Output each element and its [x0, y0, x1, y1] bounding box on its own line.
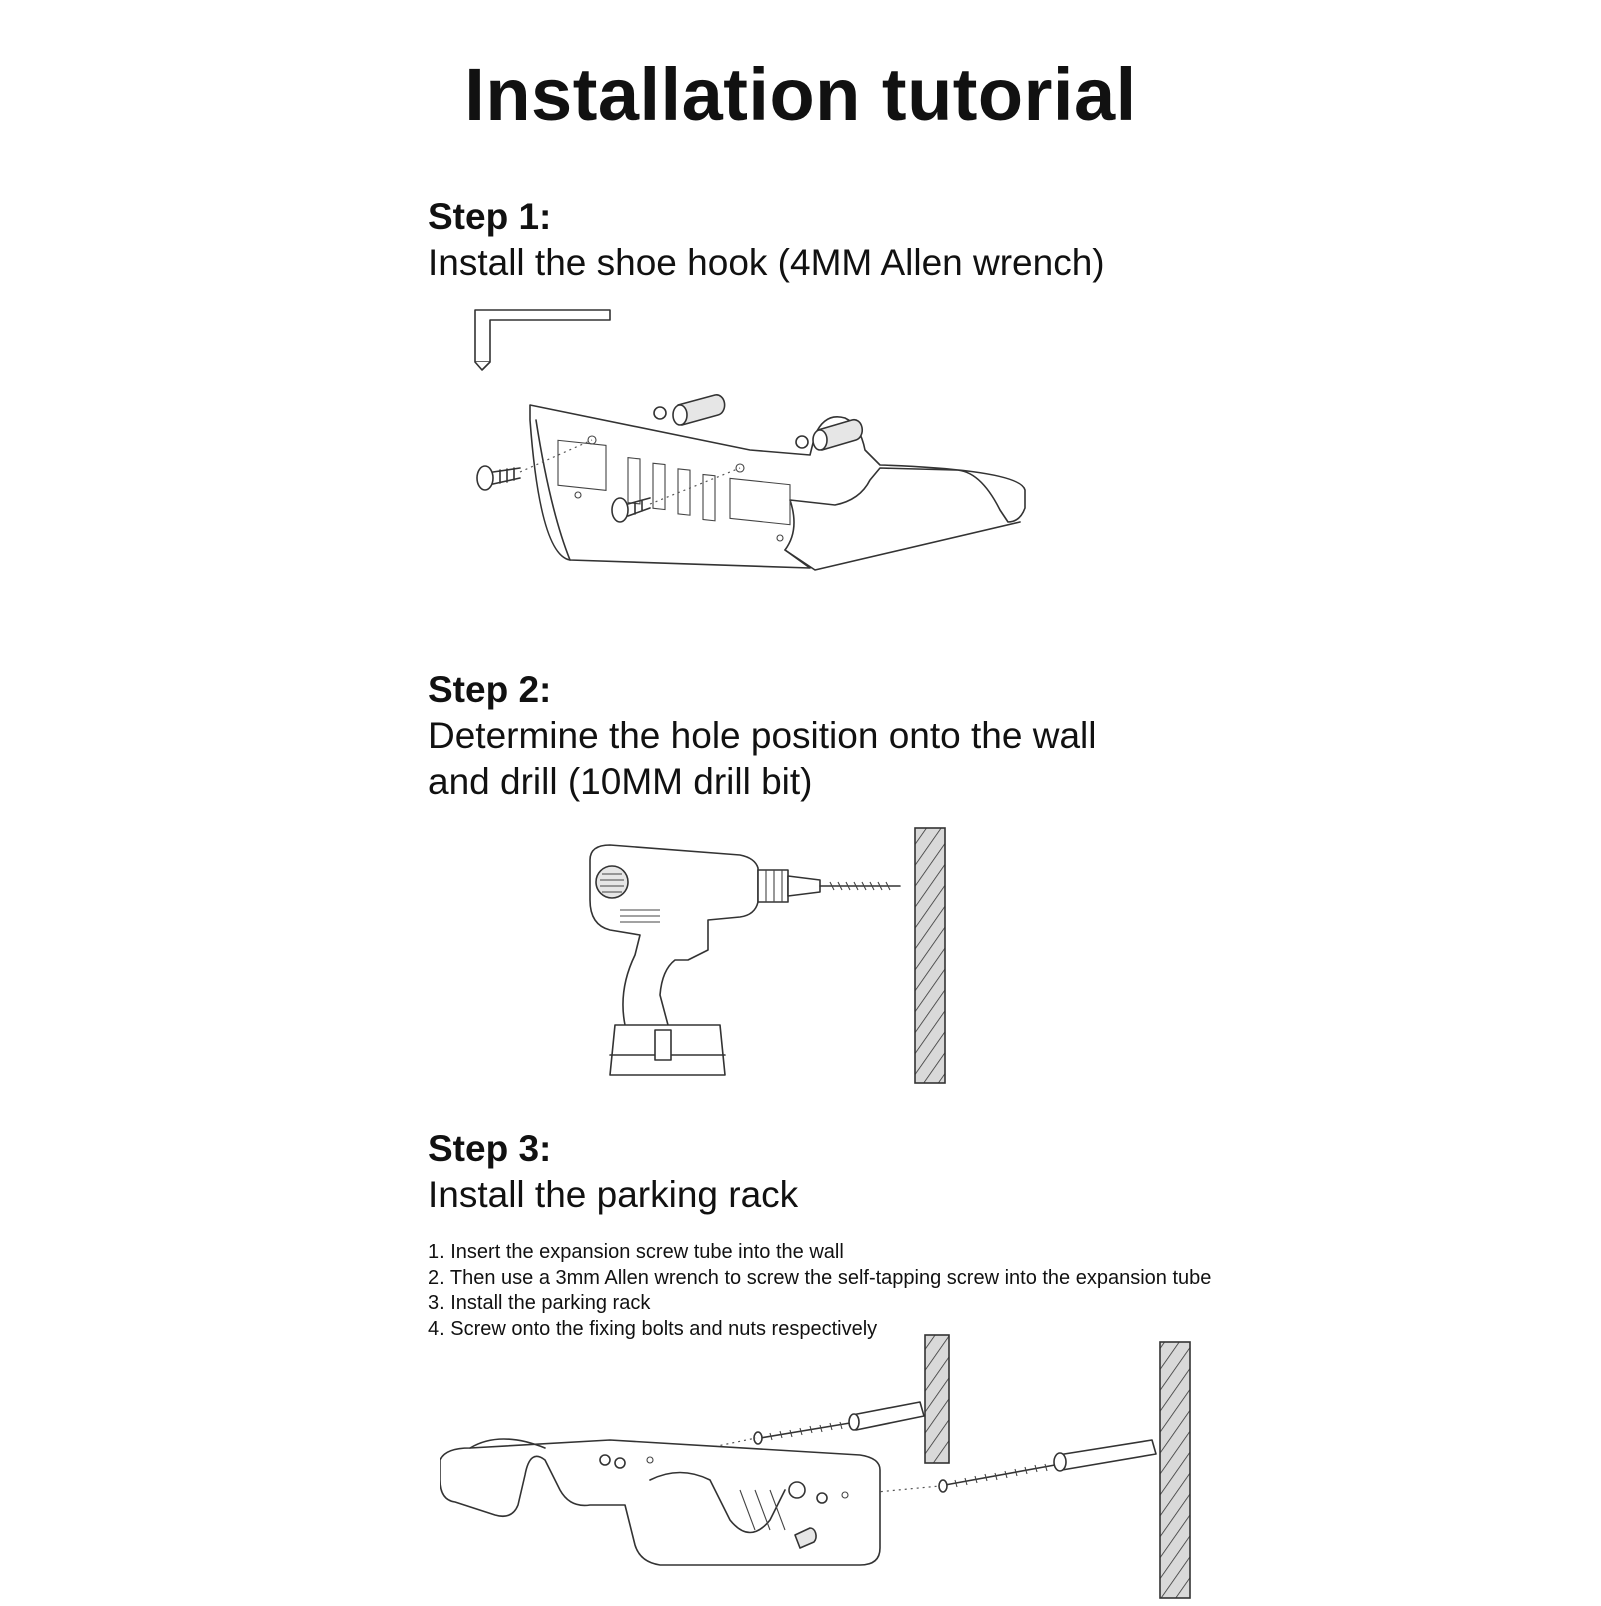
- step-1-heading: Step 1:: [428, 196, 552, 237]
- step-2-description-line-1: Determine the hole position onto the wall: [428, 715, 1097, 756]
- instruction-4: 4. Screw onto the fixing bolts and nuts respectively: [428, 1317, 878, 1340]
- step-2-illustration: [580, 820, 960, 1095]
- instruction-1: 1. Insert the expansion screw tube into the wall: [428, 1241, 844, 1263]
- drill-icon: [590, 845, 900, 1075]
- wall-icon: [1160, 1342, 1190, 1598]
- step-3-description: Install the parking rack: [428, 1174, 799, 1215]
- instruction-2: 2. Then use a 3mm Allen wrench to screw the self-tapping screw into the expansion tube: [428, 1266, 1212, 1289]
- page-title: Installation tutorial: [464, 53, 1137, 136]
- step-1: [428, 194, 1328, 286]
- step-2-description-line-2: and drill (10MM drill bit): [428, 761, 813, 802]
- allen-wrench-icon: [475, 310, 610, 370]
- step-3-instructions: [428, 1240, 1211, 1342]
- step-1-illustration: [460, 300, 1160, 605]
- step-3: [428, 1126, 1328, 1218]
- shoe-hook-bracket-icon: [530, 405, 1025, 570]
- wall-icon: [925, 1335, 949, 1463]
- wall-icon: [915, 828, 945, 1083]
- instruction-3: 3. Install the parking rack: [428, 1292, 651, 1314]
- parking-rack-icon: [440, 1439, 880, 1565]
- step-3-illustration: [440, 1330, 1200, 1606]
- step-3-heading: Step 3:: [428, 1128, 552, 1169]
- step-2-heading: Step 2:: [428, 669, 552, 710]
- step-1-description: Install the shoe hook (4MM Allen wrench): [428, 242, 1105, 283]
- step-2: [428, 667, 1328, 805]
